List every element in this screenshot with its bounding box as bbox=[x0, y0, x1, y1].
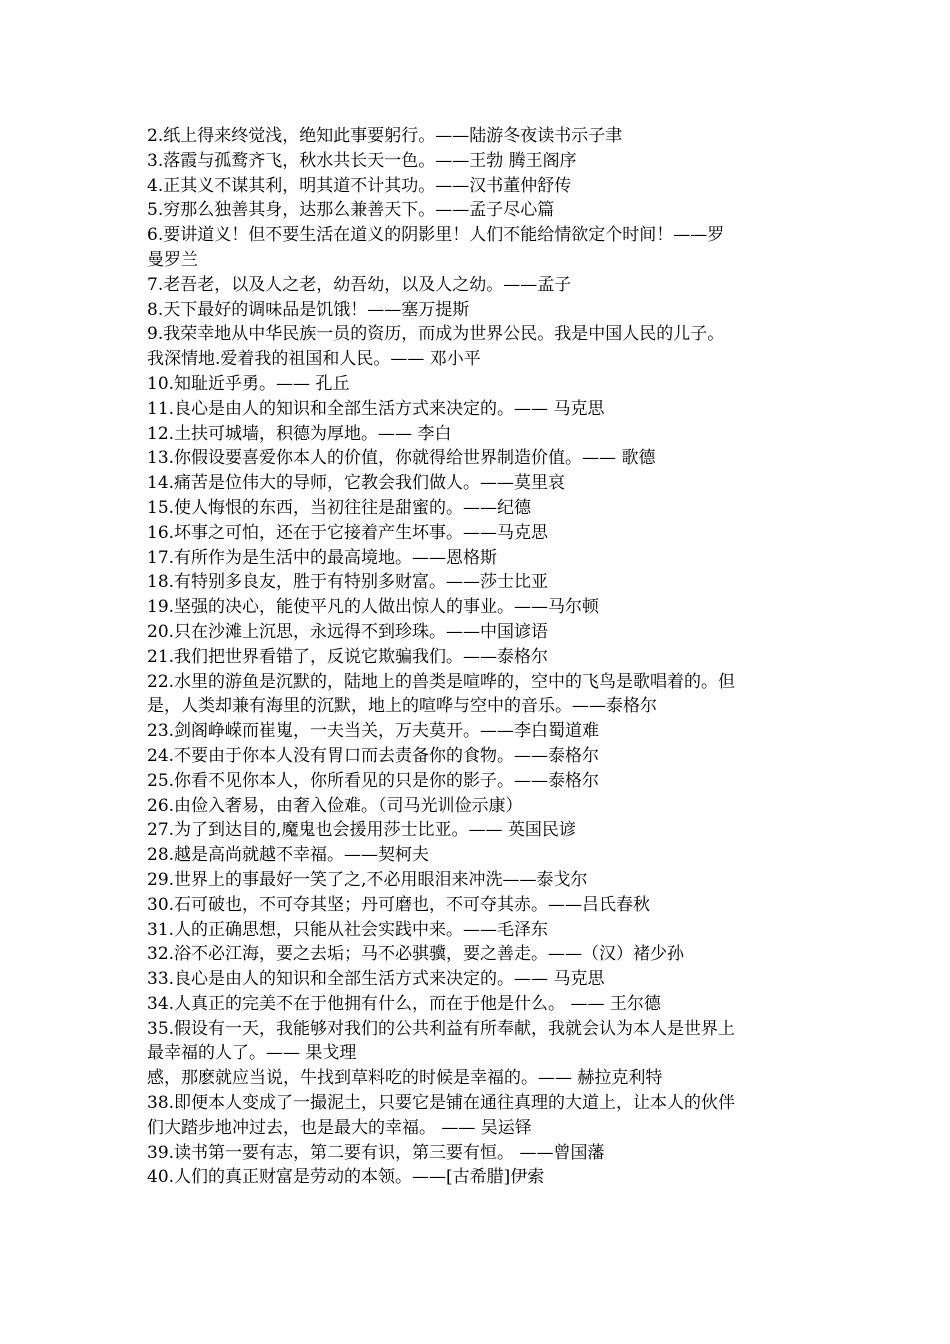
text-line: 15.使人悔恨的东西，当初往往是甜蜜的。——纪德 bbox=[147, 497, 532, 518]
text-line: 13.你假设要喜爱你本人的价值，你就得给世界制造价值。—— 歌德 bbox=[147, 448, 656, 469]
text-line: 6.要讲道义！但不要生活在道义的阴影里！人们不能给情欲定个时间！——罗 bbox=[147, 225, 725, 246]
text-line: 40.人们的真正财富是劳动的本领。——[古希腊]伊索 bbox=[147, 1167, 545, 1188]
text-line: 9.我荣幸地从中华民族一员的资历，而成为世界公民。我是中国人民的儿子。 bbox=[147, 324, 725, 345]
text-line: 4.正其义不谋其利，明其道不计其功。——汉书董仲舒传 bbox=[147, 175, 572, 196]
text-line: 17.有所作为是生活中的最高境地。——恩格斯 bbox=[147, 547, 498, 568]
text-line: 2.纸上得来终觉浅，绝知此事要躬行。——陆游冬夜读书示子聿 bbox=[147, 126, 623, 146]
text-line: 14.痛苦是位伟大的导师，它教会我们做人。——莫里哀 bbox=[147, 473, 566, 494]
text-line: 23.剑阁峥嵘而崔嵬，一夫当关，万夫莫开。——李白蜀道难 bbox=[147, 721, 600, 742]
text-line: 10.知耻近乎勇。—— 孔丘 bbox=[147, 373, 350, 394]
text-line: 28.越是高尚就越不幸福。——契柯夫 bbox=[147, 845, 430, 866]
text-line: 我深情地.爱着我的祖国和人民。—— 邓小平 bbox=[147, 349, 481, 370]
text-line: 35.假设有一天，我能够对我们的公共利益有所奉献，我就会认为本人是世界上 bbox=[147, 1018, 736, 1039]
text-line: 31.人的正确思想，只能从社会实践中来。——毛泽东 bbox=[147, 919, 549, 940]
text-line: 12.土扶可城墙，积德为厚地。—— 李白 bbox=[147, 423, 452, 444]
text-line: 21.我们把世界看错了，反说它欺骗我们。——泰格尔 bbox=[147, 646, 549, 667]
text-line: 39.读书第一要有志，第二要有识，第三要有恒。 ——曾国藩 bbox=[147, 1142, 605, 1163]
text-line: 38.即便本人变成了一撮泥土，只要它是铺在通往真理的大道上，让本人的伙伴 bbox=[147, 1093, 736, 1114]
text-line: 是，人类却兼有海里的沉默，地上的喧哗与空中的音乐。——泰格尔 bbox=[147, 696, 657, 717]
text-line: 34.人真正的完美不在于他拥有什么，而在于他是什么。 —— 王尔德 bbox=[147, 993, 661, 1014]
text-line: 3.落霞与孤鹜齐飞，秋水共长天一色。——王勃 腾王阁序 bbox=[147, 150, 577, 171]
text-line: 19.坚强的决心，能使平凡的人做出惊人的事业。——马尔顿 bbox=[147, 597, 600, 618]
text-line: 11.良心是由人的知识和全部生活方式来决定的。—— 马克思 bbox=[147, 398, 605, 419]
text-line: 30.石可破也，不可夺其坚；丹可磨也，不可夺其赤。——吕氏春秋 bbox=[147, 894, 651, 915]
text-line: 8.天下最好的调味品是饥饿！——塞万提斯 bbox=[147, 299, 470, 320]
text-line: 24.不要由于你本人没有胃口而去责备你的食物。——泰格尔 bbox=[147, 745, 600, 766]
text-line: 们大踏步地冲过去，也是最大的幸福。 —— 吴运铎 bbox=[147, 1117, 532, 1138]
text-line: 33.良心是由人的知识和全部生活方式来决定的。—— 马克思 bbox=[147, 969, 605, 990]
text-line: 22.水里的游鱼是沉默的，陆地上的兽类是喧哗的，空中的飞鸟是歌唱着的。但 bbox=[147, 671, 736, 692]
text-line: 最幸福的人了。—— 果戈理 bbox=[147, 1043, 357, 1064]
text-line: 20.只在沙滩上沉思，永远得不到珍珠。——中国谚语 bbox=[147, 621, 549, 642]
text-line: 32.浴不必江海，要之去垢；马不必骐骥，要之善走。——（汉）褚少孙 bbox=[147, 944, 685, 965]
text-line: 曼罗兰 bbox=[147, 249, 198, 270]
text-line: 18.有特别多良友，胜于有特别多财富。——莎士比亚 bbox=[147, 572, 549, 593]
document-body bbox=[147, 124, 807, 1190]
text-line: 7.老吾老，以及人之老，幼吾幼，以及人之幼。——孟子 bbox=[147, 274, 572, 295]
text-line: 29.世界上的事最好一笑了之,不必用眼泪来冲洗——泰戈尔 bbox=[147, 869, 588, 890]
text-line: 25.你看不见你本人，你所看见的只是你的影子。——泰格尔 bbox=[147, 770, 600, 791]
text-line: 27.为了到达目的,魔鬼也会援用莎士比亚。—— 英国民谚 bbox=[147, 820, 576, 841]
text-line: 16.坏事之可怕，还在于它接着产生坏事。——马克思 bbox=[147, 522, 549, 543]
text-line: 5.穷那么独善其身，达那么兼善天下。——孟子尽心篇 bbox=[147, 200, 555, 221]
text-line: 感，那麽就应当说，牛找到草料吃的时候是幸福的。—— 赫拉克利特 bbox=[147, 1068, 663, 1089]
text-line: 26.由俭入奢易，由奢入俭难。（司马光训俭示康） bbox=[147, 795, 523, 816]
